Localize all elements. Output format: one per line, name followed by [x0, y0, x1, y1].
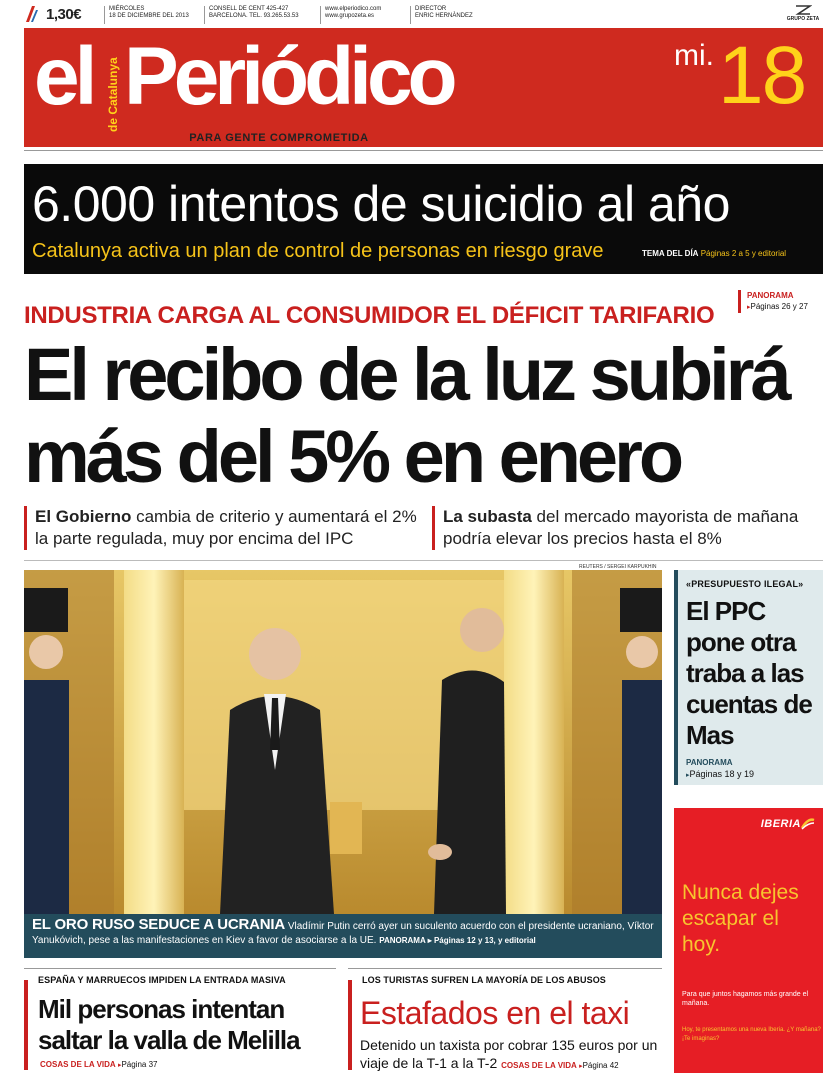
arrow-right-icon: ▸ — [579, 1063, 583, 1070]
bottom1-bar — [24, 980, 28, 1070]
banner-reference: TEMA DEL DÍA Páginas 2 a 5 y editorial — [642, 249, 787, 258]
arrow-right-icon: ▸ — [427, 936, 432, 945]
ad-fine-print: Para que juntos hagamos más grande el mañana. — [682, 991, 809, 1007]
banner-headline[interactable]: 6.000 intentos de suicidio al año — [32, 176, 730, 232]
bottom1-headline[interactable]: Mil personas intentan saltar la valla de Melilla — [38, 994, 300, 1055]
arrow-right-icon: ▸ — [747, 304, 751, 311]
lead-photo[interactable] — [24, 570, 662, 914]
ad-fine-print-2: Hoy, te presentamos una nueva Iberia. ¿Y mañana? ¡Te imaginas? — [682, 1027, 821, 1042]
divider — [24, 560, 823, 561]
photo-caption: EL ORO RUSO SEDUCE A UCRANIA Vladímir Putin cerró ayer un suculento acuerdo con el presidente ucraniano, Víktor Yanukóvich, pese a las manifestaciones en Kiev a favor de asociarse a la UE. PANORAMA ▸ Páginas 12 y 13, y editorial — [24, 914, 662, 958]
masthead — [24, 28, 823, 147]
masthead-title: Periódico — [124, 31, 453, 122]
top-strip — [24, 4, 823, 26]
grupo-zeta-icon — [794, 4, 812, 16]
sidebar-section: PANORAMA — [686, 758, 733, 767]
iberia-logo: IBERIA — [760, 818, 801, 830]
divider — [348, 968, 662, 969]
newspaper-logo-icon — [24, 4, 40, 24]
bottom1-kicker: ESPAÑA Y MARRUECOS IMPIDEN LA ENTRADA MASIVA — [38, 975, 286, 985]
masthead-tagline: PARA GENTE COMPROMETIDA — [189, 132, 369, 144]
arrow-right-icon: ▸ — [117, 1062, 122, 1069]
masthead-weekday: mi. — [674, 39, 714, 72]
masthead-el: el — [34, 31, 93, 122]
sidebar-kicker: «PRESUPUESTO ILEGAL» — [686, 579, 804, 589]
director-info: DIRECTOR ENRIC HERNÀNDEZ — [410, 6, 473, 24]
address-info: CONSELL DE CENT 425-427 BARCELONA. TEL. 93.265.53.53 — [204, 6, 299, 24]
masthead-region — [104, 46, 122, 134]
grupo-zeta-logo: GRUPO ZETA — [783, 4, 823, 22]
divider — [24, 968, 336, 969]
top-banner[interactable] — [24, 164, 823, 274]
iberia-mark-icon — [801, 818, 815, 830]
sidebar-story[interactable] — [674, 570, 823, 785]
bottom1-reference: COSAS DE LA VIDA ▸Página 37 — [40, 1060, 158, 1069]
iberia-ad[interactable] — [674, 808, 823, 1073]
sidebar-pages: ▸Páginas 18 y 19 — [686, 769, 755, 779]
photo-credit: REUTERS / SERGEI KARPUKHIN — [579, 564, 657, 570]
divider — [24, 150, 823, 151]
bottom2-kicker: LOS TURISTAS SUFREN LA MAYORÍA DE LOS ABUSOS — [362, 975, 606, 985]
web-info: www.elperiodico.com www.grupozeta.es — [320, 6, 381, 24]
bottom2-bar — [348, 980, 352, 1070]
lead-kicker: INDUSTRIA CARGA AL CONSUMIDOR EL DÉFICIT TARIFARIO — [24, 302, 715, 329]
sidebar-headline[interactable]: El PPC pone otra traba a las cuentas de Mas — [686, 596, 812, 750]
bottom2-body: Detenido un taxista por cobrar 135 euros por un viaje de la T-1 a la T-2 COSAS DE LA VIDA ▸Página 42 — [360, 1037, 658, 1071]
photo-illustration — [24, 570, 662, 914]
arrow-right-icon: ▸ — [686, 772, 690, 779]
masthead-region-text: de Catalunya — [106, 57, 120, 132]
lead-reference: PANORAMA ▸Páginas 26 y 27 — [738, 290, 808, 313]
lead-subhead-1: El Gobierno cambia de criterio y aumentará el 2% la parte regulada, muy por encima del IPC — [24, 506, 424, 550]
ad-slogan: Nunca dejes escapar el hoy. — [682, 881, 799, 956]
bottom2-headline[interactable]: Estafados en el taxi — [360, 995, 630, 1031]
lead-headline[interactable]: El recibo de la luz subirá más del 5% en enero — [24, 333, 788, 498]
masthead-day: 18 — [718, 30, 806, 121]
price: 1,30€ — [46, 6, 82, 23]
date-info: MIÉRCOLES 18 DE DICIEMBRE DEL 2013 — [104, 6, 189, 24]
banner-subhead: Catalunya activa un plan de control de personas en riesgo grave — [32, 240, 604, 262]
lead-subhead-2: La subasta del mercado mayorista de mañana podría elevar los precios hasta el 8% — [432, 506, 822, 550]
